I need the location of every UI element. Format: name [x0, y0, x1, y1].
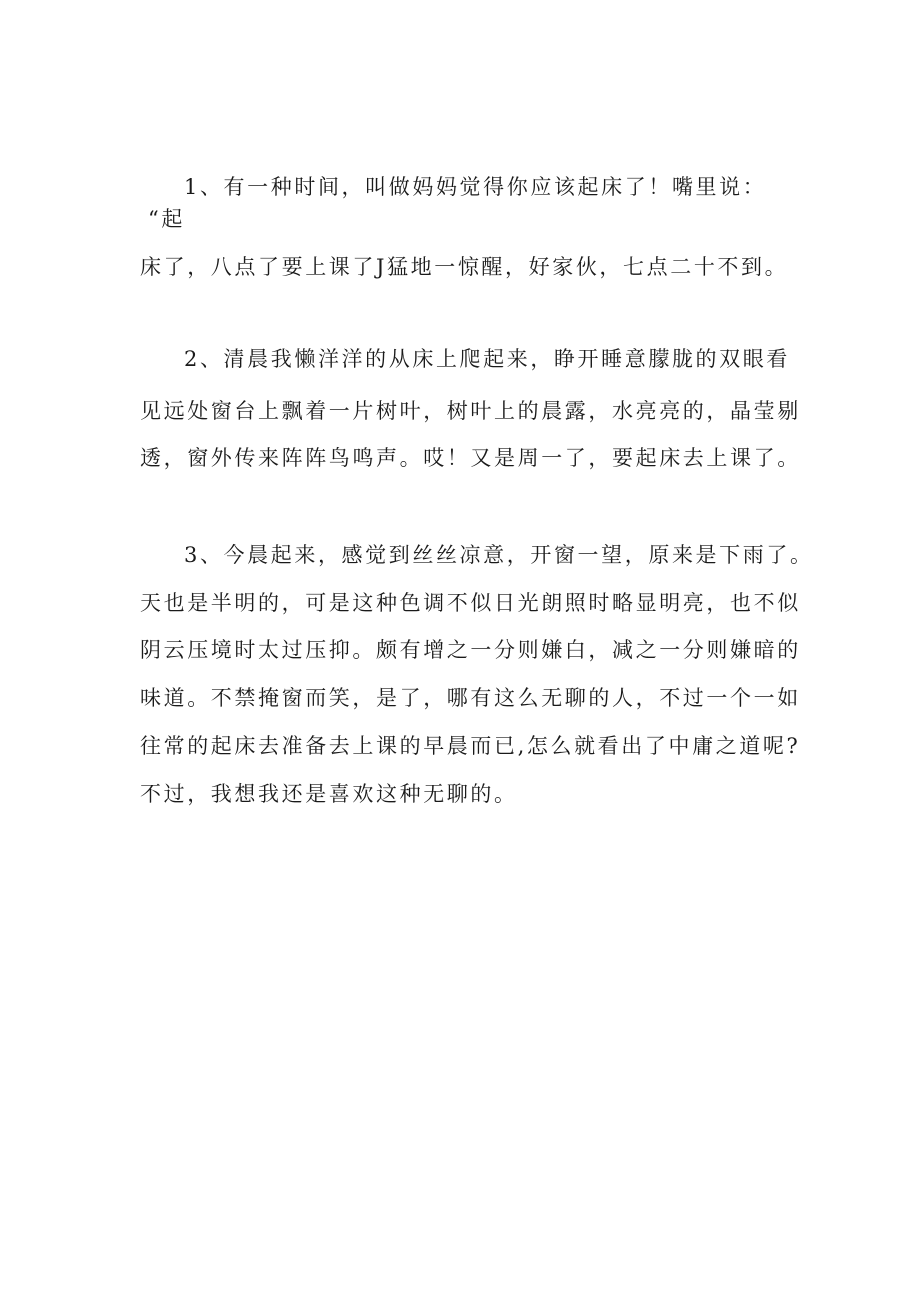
paragraph-2-line-3: 透，窗外传来阵阵鸟鸣声。哎！又是周一了，要起床去上课了。 — [140, 446, 801, 470]
paragraph-3-line-5: 往常的起床去准备去上课的早晨而已,怎么就看出了中庸之道呢? — [140, 734, 801, 758]
paragraph-2-line-2: 见远处窗台上飘着一片树叶，树叶上的晨露，水亮亮的，晶莹剔 — [140, 399, 801, 423]
paragraph-1-line-3: 床了，八点了要上课了J猛地一惊醒，好家伙，七点二十不到。 — [140, 255, 789, 279]
paragraph-3-line-3: 阴云压境时太过压抑。颇有增之一分则嫌白，减之一分则嫌暗的 — [140, 638, 801, 662]
paragraph-1-line-1: 1、有一种时间，叫做妈妈觉得你应该起床了！嘴里说： — [184, 175, 767, 199]
paragraph-1-line-2: “起 — [148, 207, 185, 231]
paragraph-3-line-4: 味道。不禁掩窗而笑，是了，哪有这么无聊的人，不过一个一如 — [140, 686, 801, 710]
paragraph-3-line-2: 天也是半明的，可是这种色调不似日光朗照时略显明亮，也不似 — [140, 591, 801, 615]
paragraph-2-line-1: 2、清晨我懒洋洋的从床上爬起来，睁开睡意朦胧的双眼看 — [184, 347, 790, 371]
paragraph-3-line-1: 3、今晨起来，感觉到丝丝凉意，开窗一望，原来是下雨了。 — [184, 543, 814, 567]
paragraph-3-line-6: 不过，我想我还是喜欢这种无聊的。 — [140, 782, 518, 806]
